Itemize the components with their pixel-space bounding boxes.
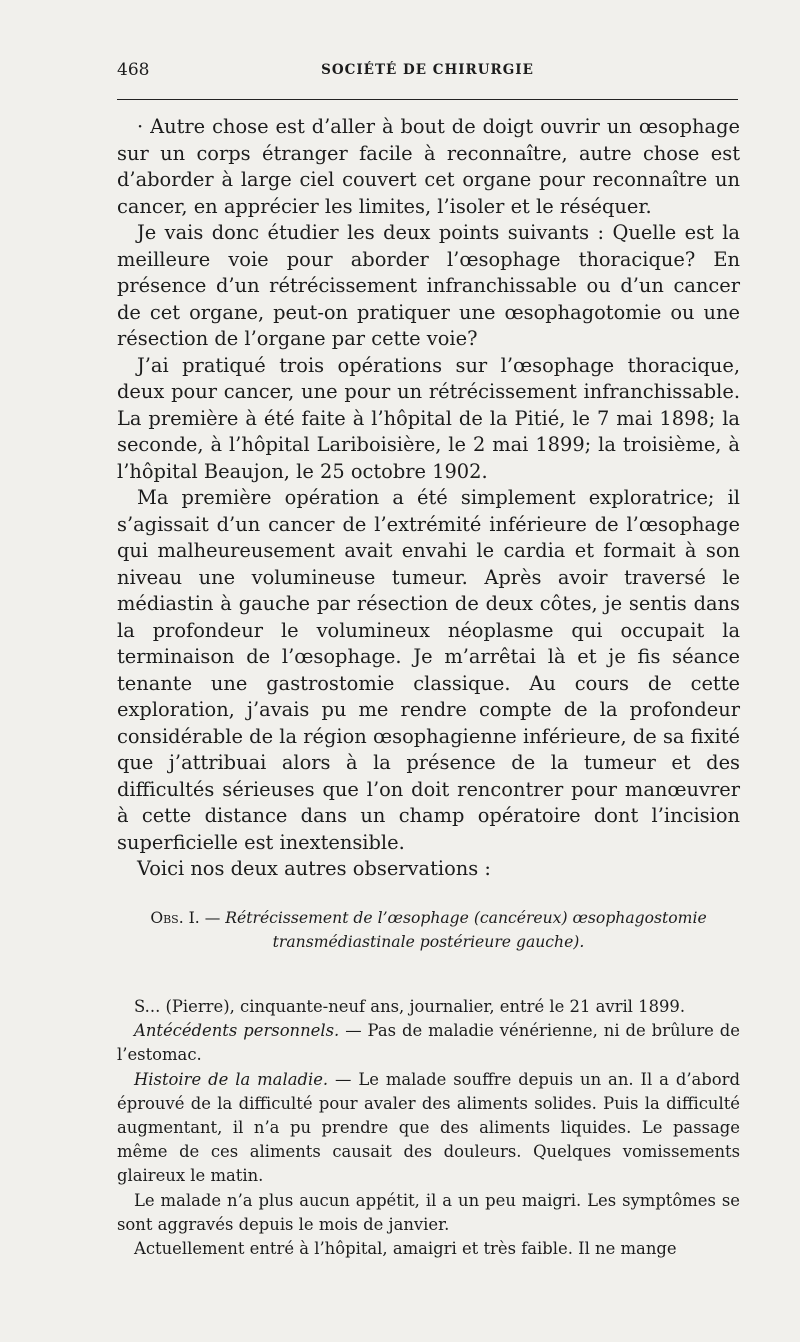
- header-rule: [117, 99, 738, 100]
- observation-title: Rétrécissement de l’œsophage (cancéreux) œsophagostomie transmédiastinale postérieure gauche).: [225, 909, 707, 951]
- histoire-heading: Histoire de la maladie.: [134, 1069, 329, 1089]
- running-title: SOCIÉTÉ DE CHIRURGIE: [321, 62, 534, 78]
- case-appetit: Le malade n’a plus aucun appétit, il a un peu maigri. Les symptômes se sont aggravés depuis le mois de janvier.: [117, 1190, 740, 1234]
- page-header: [117, 60, 738, 90]
- observation-label: Obs. I.: [150, 909, 200, 927]
- case-histoire: [117, 1068, 740, 1189]
- case-intro: S... (Pierre), cinquante-neuf ans, journalier, entré le 21 avril 1899.: [134, 997, 686, 1016]
- observation-dash: —: [199, 909, 226, 927]
- paragraph: Je vais donc étudier les deux points suivants : Quelle est la meilleure voie pour aborder l’œsophage thoracique? En présence d’un rétrécissement infranchissable ou d’un cancer de cet organe, peut-on pratiquer une œsophagotomie ou une résection de l’organe par cette voie?: [117, 221, 740, 350]
- histoire-text: — Le malade souffre depuis un an. Il a d’abord éprouvé de la difficulté pour avaler des aliments solides. Puis la difficulté augmentant, il n’a pu prendre que des aliments liquides. Le passage même de ces aliments causait des douleurs. Quelques vomissements glaireux le matin.: [117, 1069, 740, 1186]
- case-antecedents: [117, 1019, 740, 1067]
- observation-heading: [117, 906, 740, 954]
- paragraph: Voici nos deux autres observations :: [137, 857, 491, 880]
- page-number: 468: [117, 60, 150, 80]
- case-report: [117, 995, 740, 1261]
- body-text: [117, 114, 740, 883]
- paragraph: J’ai pratiqué trois opérations sur l’œsophage thoracique, deux pour cancer, une pour un rétrécissement infranchissable. La première à été faite à l’hôpital de la Pitié, le 7 mai 1898; la seconde, à l’hôpital Lariboisière, le 2 mai 1899; la troisième, à l’hôpital Beaujon, le 25 octobre 1902.: [117, 353, 740, 483]
- paragraph: Ma première opération a été simplement exploratrice; il s’agissait d’un cancer de l’extrémité inférieure de l’œsophage qui malheureusement avait envahi le cardia et formait à son niveau une volumineuse tumeur. Après avoir traversé le médiastin à gauche par résection de deux côtes, je sentis dans la profondeur le volumineux néoplasme qui occupait la terminaison de l’œsophage. Je m’arrêtai là et je fis séance tenante une gastrostomie classique. Au cours de cette exploration, j’avais pu me rendre compte de la profondeur considérable de la région œsophagienne inférieure, de sa fixité que j’attribuai alors à la présence de la tumeur et des difficultés sérieuses que l’on doit rencontrer pour manœuvrer à cette distance dans un champ opératoire dont l’incision superficielle est inextensible.: [117, 486, 740, 854]
- case-actuellement: Actuellement entré à l’hôpital, amaigri et très faible. Il ne mange: [134, 1239, 677, 1259]
- antecedents-heading: Antécédents personnels.: [134, 1021, 340, 1041]
- paragraph: · Autre chose est d’aller à bout de doigt ouvrir un œsophage sur un corps étranger facile à reconnaître, autre chose est d’aborder à large ciel couvert cet organe pour reconnaître un cancer, en apprécier les limites, l’isoler et le réséquer.: [117, 115, 740, 218]
- antecedents-text: — Pas de maladie vénérienne, ni de brûlure de l’estomac.: [117, 1021, 741, 1065]
